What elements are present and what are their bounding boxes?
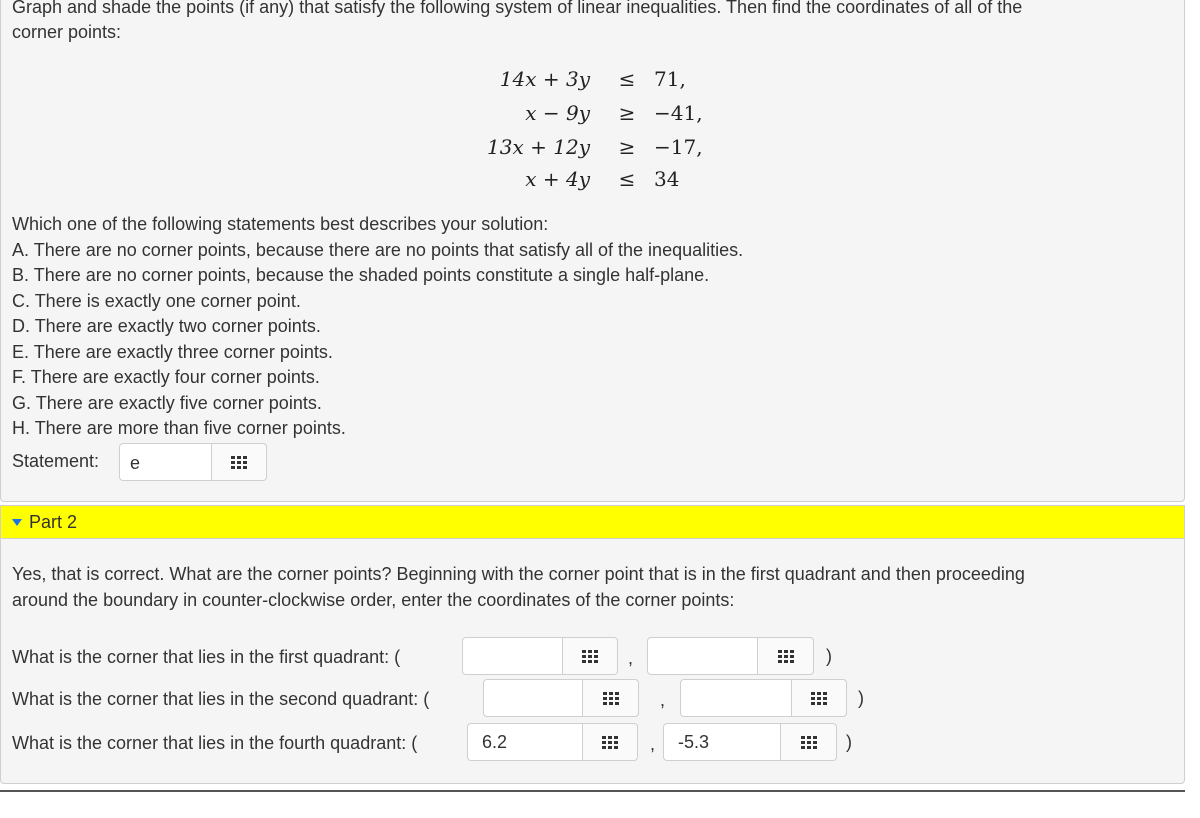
- corner-q2-label: What is the corner that lies in the second quadrant: (: [12, 689, 430, 709]
- option-letter: B.: [12, 265, 30, 285]
- corner-q2-y-input[interactable]: [680, 679, 792, 717]
- corner-q2-x-input[interactable]: [483, 679, 583, 717]
- ineq-4-lhs: x + 4y: [525, 167, 590, 191]
- option-letter: H.: [12, 418, 30, 438]
- option-text: There are exactly three corner points.: [33, 342, 333, 362]
- option-letter: E.: [12, 342, 30, 362]
- corner-q1-label: What is the corner that lies in the first quadrant: (: [12, 647, 401, 667]
- keypad-grid-icon: [602, 736, 618, 749]
- option-f: [12, 366, 320, 388]
- ineq-1-rel: ≤: [618, 67, 636, 91]
- keypad-grid-icon: [778, 650, 794, 663]
- option-text: There are exactly two corner points.: [34, 316, 321, 336]
- ineq-4-rel: ≤: [618, 167, 636, 191]
- keypad-grid-icon: [811, 692, 827, 705]
- option-letter: G.: [12, 393, 32, 413]
- comma: ,: [650, 734, 656, 754]
- comma: ,: [628, 648, 634, 668]
- ineq-3-rel: ≥: [618, 135, 636, 159]
- ineq-3-rhs: −17,: [654, 135, 703, 159]
- divider: [0, 790, 1185, 792]
- option-letter: F.: [12, 367, 27, 387]
- ineq-4-rhs: 34: [654, 167, 680, 191]
- option-d: [12, 315, 321, 337]
- corner-q4-x-input[interactable]: 6.2: [467, 723, 583, 761]
- corner-q1-x-input[interactable]: [462, 637, 563, 675]
- option-b: [12, 264, 709, 286]
- option-text: There is exactly one corner point.: [34, 291, 301, 311]
- ineq-1-lhs: 14x + 3y: [499, 67, 590, 91]
- corner-q2-y-keypad-button[interactable]: [792, 679, 847, 717]
- option-g: [12, 392, 322, 414]
- corner-q2-x-keypad-button[interactable]: [583, 679, 639, 717]
- close-paren: ): [858, 688, 864, 708]
- statement-keypad-button[interactable]: [212, 443, 267, 481]
- option-c: [12, 290, 301, 312]
- option-text: There are exactly five corner points.: [35, 393, 322, 413]
- option-text: There are no corner points, because there are no points that satisfy all of the inequalities.: [33, 240, 744, 260]
- keypad-grid-icon: [582, 650, 598, 663]
- ineq-2-rel: ≥: [618, 101, 636, 125]
- option-a: [12, 239, 743, 261]
- corner-q1-x-keypad-button[interactable]: [563, 637, 618, 675]
- keypad-grid-icon: [603, 692, 619, 705]
- corner-q1-y-input[interactable]: [647, 637, 758, 675]
- ineq-2-lhs: x − 9y: [525, 101, 590, 125]
- keypad-grid-icon: [231, 456, 247, 469]
- option-letter: A.: [12, 240, 30, 260]
- feedback-line1: Yes, that is correct. What are the corner points? Beginning with the corner point that is in the first quadrant and then proceeding: [12, 564, 1025, 584]
- close-paren: ): [826, 646, 832, 666]
- instructions-line1: Graph and shade the points (if any) that satisfy the following system of linear inequalities. Then find the coordinates of all of the: [12, 0, 1023, 17]
- corner-q4-x-keypad-button[interactable]: [583, 723, 638, 761]
- corner-q1-y-keypad-button[interactable]: [758, 637, 814, 675]
- close-paren: ): [846, 732, 852, 752]
- statement-input[interactable]: e: [119, 443, 212, 481]
- question-text: Which one of the following statements best describes your solution:: [12, 214, 549, 234]
- corner-q4-label: What is the corner that lies in the fourth quadrant: (: [12, 733, 418, 753]
- option-letter: C.: [12, 291, 30, 311]
- option-text: There are more than five corner points.: [34, 418, 346, 438]
- corner-q4-y-input[interactable]: -5.3: [663, 723, 781, 761]
- keypad-grid-icon: [801, 736, 817, 749]
- triangle-down-icon: [12, 519, 22, 526]
- comma: ,: [660, 690, 666, 710]
- part2-title: Part 2: [29, 512, 78, 532]
- option-e: [12, 341, 333, 363]
- statement-label: Statement:: [12, 451, 100, 471]
- option-text: There are exactly four corner points.: [30, 367, 320, 387]
- ineq-2-rhs: −41,: [654, 101, 703, 125]
- ineq-1-rhs: 71,: [654, 67, 686, 91]
- option-h: [12, 417, 346, 439]
- option-text: There are no corner points, because the shaded points constitute a single half-plane.: [33, 265, 710, 285]
- corner-q4-y-keypad-button[interactable]: [781, 723, 837, 761]
- ineq-3-lhs: 13x + 12y: [487, 135, 590, 159]
- instructions-line2: corner points:: [12, 22, 122, 42]
- option-letter: D.: [12, 316, 30, 336]
- feedback-line2: around the boundary in counter-clockwise order, enter the coordinates of the corner points:: [12, 590, 735, 610]
- part2-header[interactable]: [0, 505, 1185, 539]
